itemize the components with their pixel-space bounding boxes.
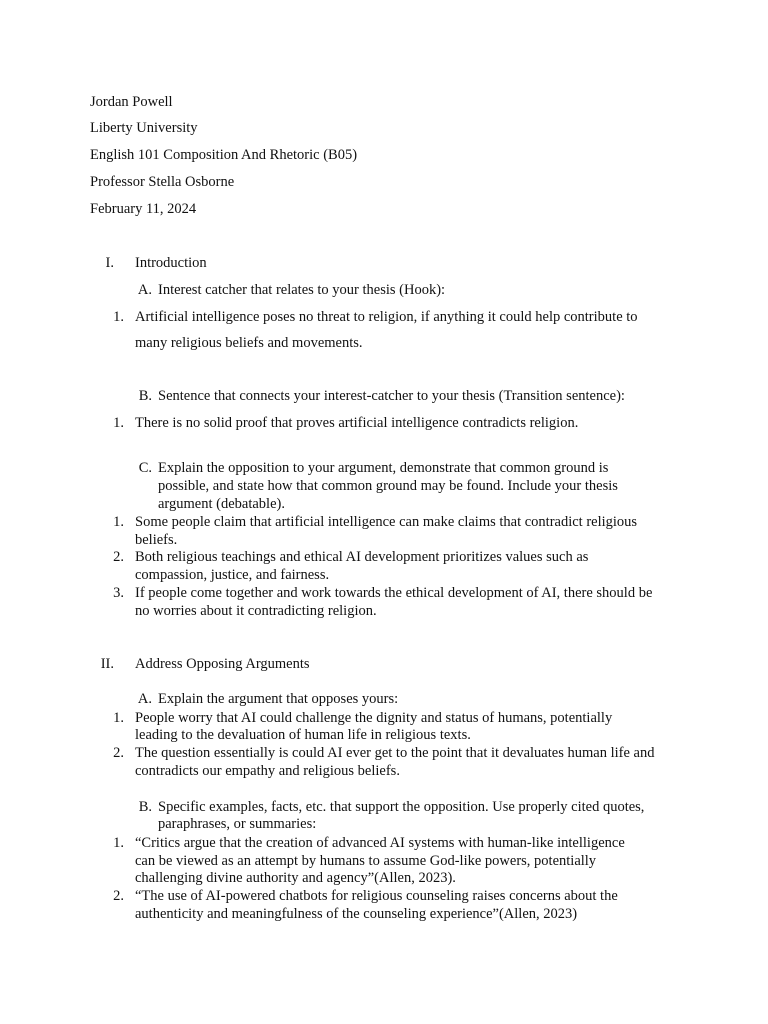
- section-2-title: Address Opposing Arguments: [135, 656, 310, 672]
- list-item-text: The question essentially is could AI ever get to the point that it devaluates human life and: [135, 745, 655, 761]
- author-name: Jordan Powell: [90, 94, 173, 110]
- list-item-text: authenticity and meaningfulness of the counseling experience”(Allen, 2023): [135, 906, 578, 922]
- list-item-text: People worry that AI could challenge the dignity and status of humans, potentially: [135, 710, 613, 726]
- subsection-text: Explain the argument that opposes yours:: [158, 691, 399, 707]
- list-item-marker: 1.: [113, 415, 124, 431]
- list-item-text: compassion, justice, and fairness.: [135, 567, 330, 583]
- subsection-marker: B.: [138, 799, 152, 815]
- list-item-marker: 3.: [113, 585, 124, 601]
- subsection-text: Interest catcher that relates to your thesis (Hook):: [158, 282, 446, 298]
- list-item-marker: 1.: [113, 835, 124, 851]
- list-item-text: challenging divine authority and agency”(Allen, 2023).: [135, 870, 456, 886]
- list-item-text: beliefs.: [135, 532, 178, 548]
- section-1-marker: I.: [105, 255, 114, 271]
- list-item-text: Some people claim that artificial intelligence can make claims that contradict religious: [135, 514, 638, 530]
- list-item-text: “Critics argue that the creation of advanced AI systems with human-like intelligence: [135, 835, 625, 851]
- list-item-text: There is no solid proof that proves artificial intelligence contradicts religion.: [135, 415, 579, 431]
- list-item-text: many religious beliefs and movements.: [135, 335, 363, 351]
- subsection-marker: A.: [137, 691, 152, 707]
- subsection-marker: C.: [138, 460, 152, 476]
- subsection-text: Sentence that connects your interest-catcher to your thesis (Transition sentence):: [158, 388, 625, 404]
- list-item-text: leading to the devaluation of human life in religious texts.: [135, 727, 471, 743]
- list-item-text: If people come together and work towards the ethical development of AI, there should be: [135, 585, 653, 601]
- section-2-marker: II.: [100, 656, 114, 672]
- subsection-text: possible, and state how that common ground may be found. Include your thesis: [158, 478, 618, 494]
- list-item-text: Artificial intelligence poses no threat to religion, if anything it could help contribute to: [135, 309, 638, 325]
- subsection-text: Explain the opposition to your argument, demonstrate that common ground is: [158, 460, 609, 476]
- list-item-text: “The use of AI-powered chatbots for religious counseling raises concerns about the: [135, 888, 618, 904]
- list-item-marker: 2.: [113, 745, 124, 761]
- subsection-text: argument (debatable).: [158, 496, 285, 512]
- list-item-marker: 2.: [113, 549, 124, 565]
- professor-name: Professor Stella Osborne: [90, 174, 235, 190]
- list-item-text: contradicts our empathy and religious beliefs.: [135, 763, 400, 779]
- school-name: Liberty University: [90, 120, 198, 136]
- list-item-marker: 1.: [113, 514, 124, 530]
- subsection-marker: B.: [138, 388, 152, 404]
- list-item-text: Both religious teachings and ethical AI development prioritizes values such as: [135, 549, 589, 565]
- list-item-marker: 1.: [113, 309, 124, 325]
- list-item-text: can be viewed as an attempt by humans to assume God-like powers, potentially: [135, 853, 597, 869]
- subsection-marker: A.: [137, 282, 152, 298]
- subsection-text: paraphrases, or summaries:: [158, 816, 317, 832]
- list-item-text: no worries about it contradicting religion.: [135, 603, 377, 619]
- section-1-title: Introduction: [135, 255, 207, 271]
- course-name: English 101 Composition And Rhetoric (B05): [90, 147, 358, 163]
- document-date: February 11, 2024: [90, 201, 197, 217]
- subsection-text: Specific examples, facts, etc. that support the opposition. Use properly cited quotes,: [158, 799, 645, 815]
- list-item-marker: 1.: [113, 710, 124, 726]
- list-item-marker: 2.: [113, 888, 124, 904]
